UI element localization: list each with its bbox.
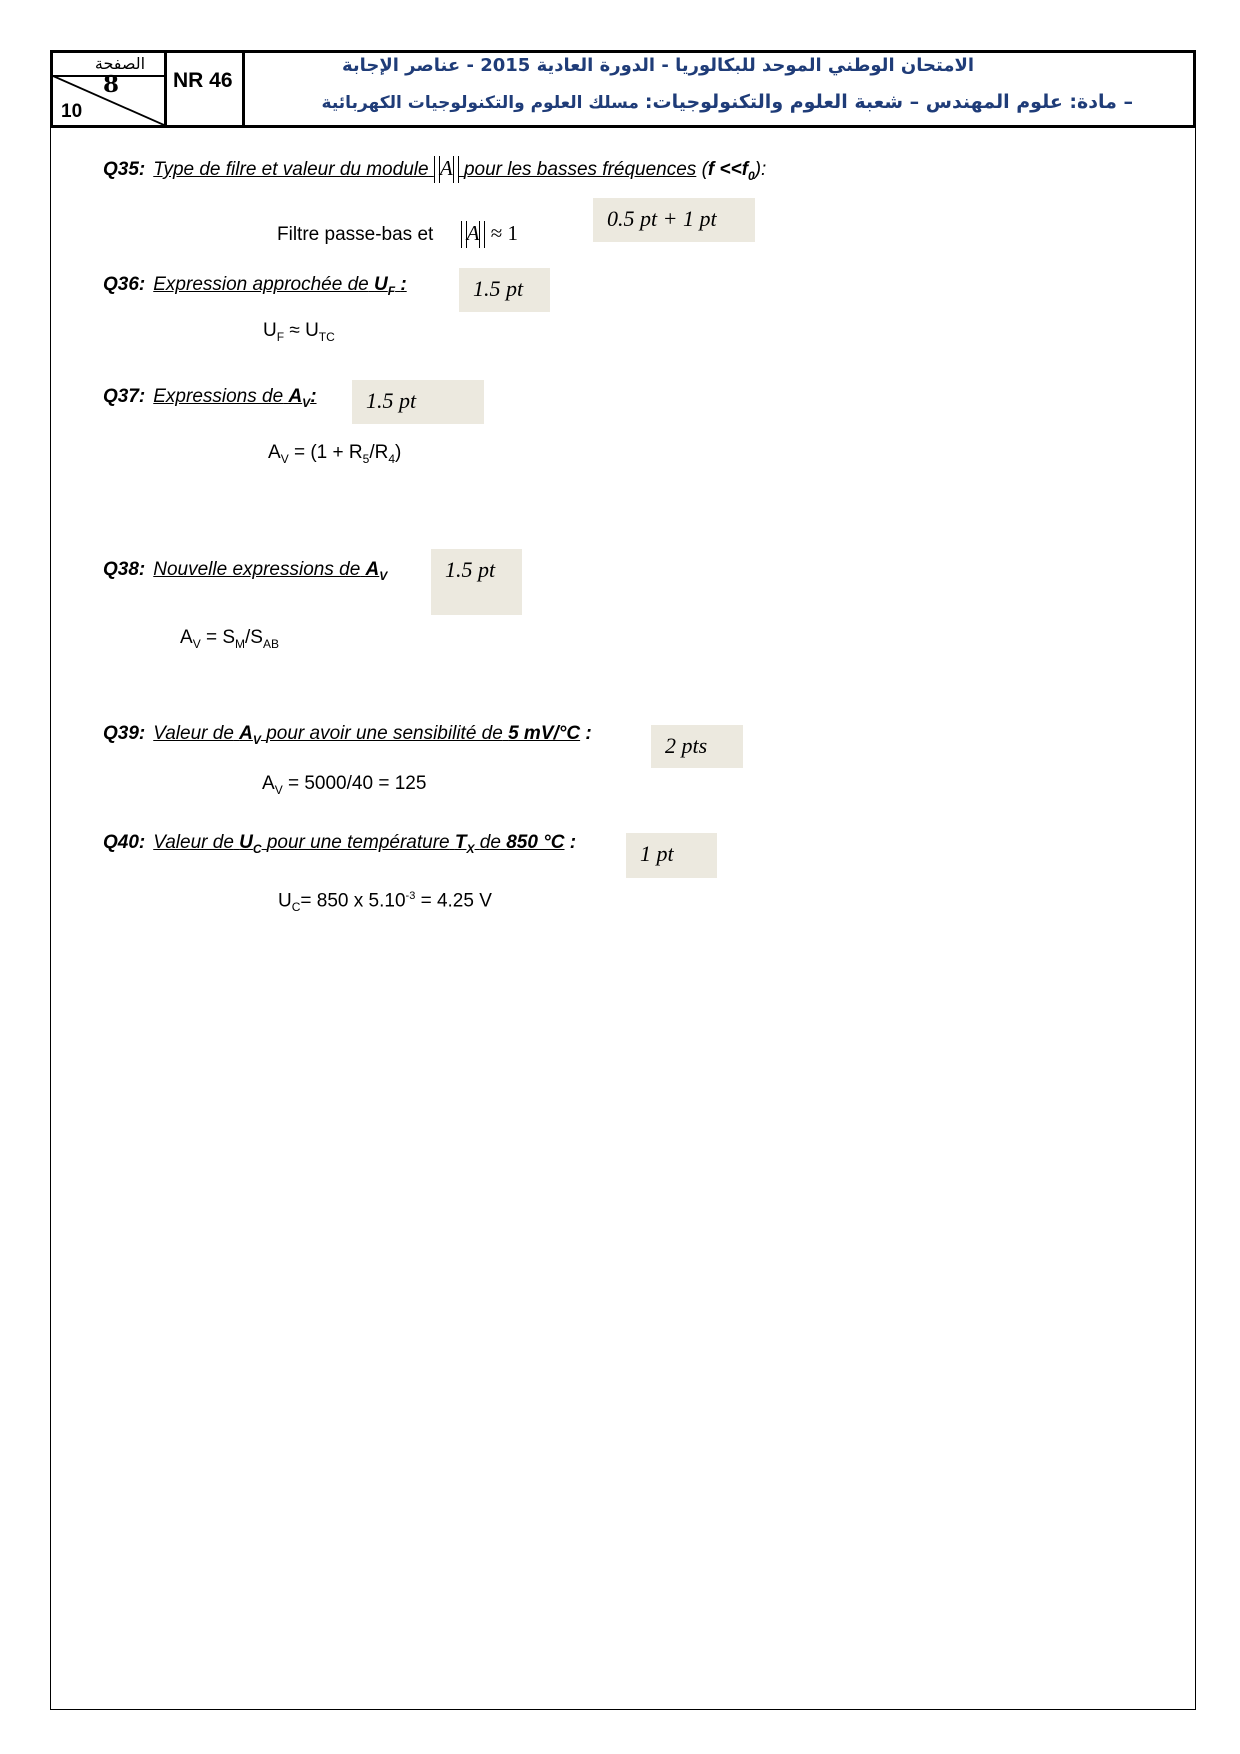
exam-code: NR 46 (173, 69, 233, 92)
question-q40: Q40: Valeur de $U_C$ pour une température $T_X$ de 850 °C : (103, 832, 577, 856)
question-q37 (103, 386, 317, 410)
answer-q40: $U_C= 850$ x $5.10^{-3} = 4.25$ V (278, 890, 492, 915)
page-label: الصفحة (94, 54, 146, 73)
answer-q37: $A_V = (1 + R_5/R_4)$ (268, 442, 402, 466)
question-q38 (103, 559, 387, 583)
score-box-q35: 0.5 pt + 1 pt (593, 198, 755, 242)
exam-title: الامتحان الوطني الموحد للبكالوريا - الدورة العادية 2015 - عناصر الإجابة (341, 55, 975, 76)
question-text: Valeur de $U_C$ pour une température $T_X$ de 850 °C (153, 832, 565, 856)
answer-q35: Filtre passe-bas et A ≈ 1 (277, 221, 518, 245)
score-box-q40: 1 pt (626, 833, 717, 878)
subject-track: مسلك العلوم والتكنولوجيات الكهربائية (321, 93, 639, 113)
question-id: Q36: (103, 274, 146, 295)
subject-branch: – مادة: علوم المهندس – شعبة العلوم والتكنولوجيات: (644, 91, 1133, 113)
question-id: Q39: (103, 723, 146, 744)
exam-header (50, 50, 1196, 128)
exam-subject (263, 91, 1193, 113)
page-number: 8 (103, 71, 120, 98)
question-id: Q37: (103, 386, 146, 407)
answer-q36: $U_F \approx U_{TC}$ (263, 320, 335, 344)
answer-q38: $A_V = S_M/S_{AB}$ (180, 627, 279, 651)
question-id: Q40: (103, 832, 146, 853)
question-text: Valeur de $A_V$ pour avoir une sensibilité de 5 mV/°C (153, 723, 581, 747)
total-pages: 10 (61, 101, 83, 122)
question-q39: Q39: Valeur de $A_V$ pour avoir une sensibilité de 5 mV/°C : (103, 723, 592, 747)
score-box-q37: 1.5 pt (352, 380, 484, 424)
exam-code-box (167, 53, 245, 125)
module-symbol: A (461, 221, 486, 246)
score-box-q39: 2 pts (651, 725, 743, 768)
question-text: Nouvelle expressions de $A_V$ (153, 559, 388, 583)
question-id: Q38: (103, 559, 146, 580)
question-text: Expressions de $A_V$: (153, 386, 317, 410)
question-text: Type de filre et valeur du module A pour les basses fréquences (153, 156, 697, 180)
module-symbol: A (434, 156, 459, 181)
page-frame (50, 50, 1196, 1710)
page-number-box (53, 53, 167, 125)
answer-q39: $A_V = 5000/40 = 125$ (262, 773, 427, 797)
question-q35: Q35: Type de filre et valeur du module A pour les basses fréquences $(f <<f_0)$: (103, 156, 767, 183)
question-text: Expression approchée de $U_F$ : (153, 274, 407, 298)
score-box-q38: 1.5 pt (431, 549, 522, 615)
question-q36 (103, 274, 407, 298)
question-id: Q35: (103, 159, 146, 180)
score-box-q36: 1.5 pt (459, 268, 550, 312)
